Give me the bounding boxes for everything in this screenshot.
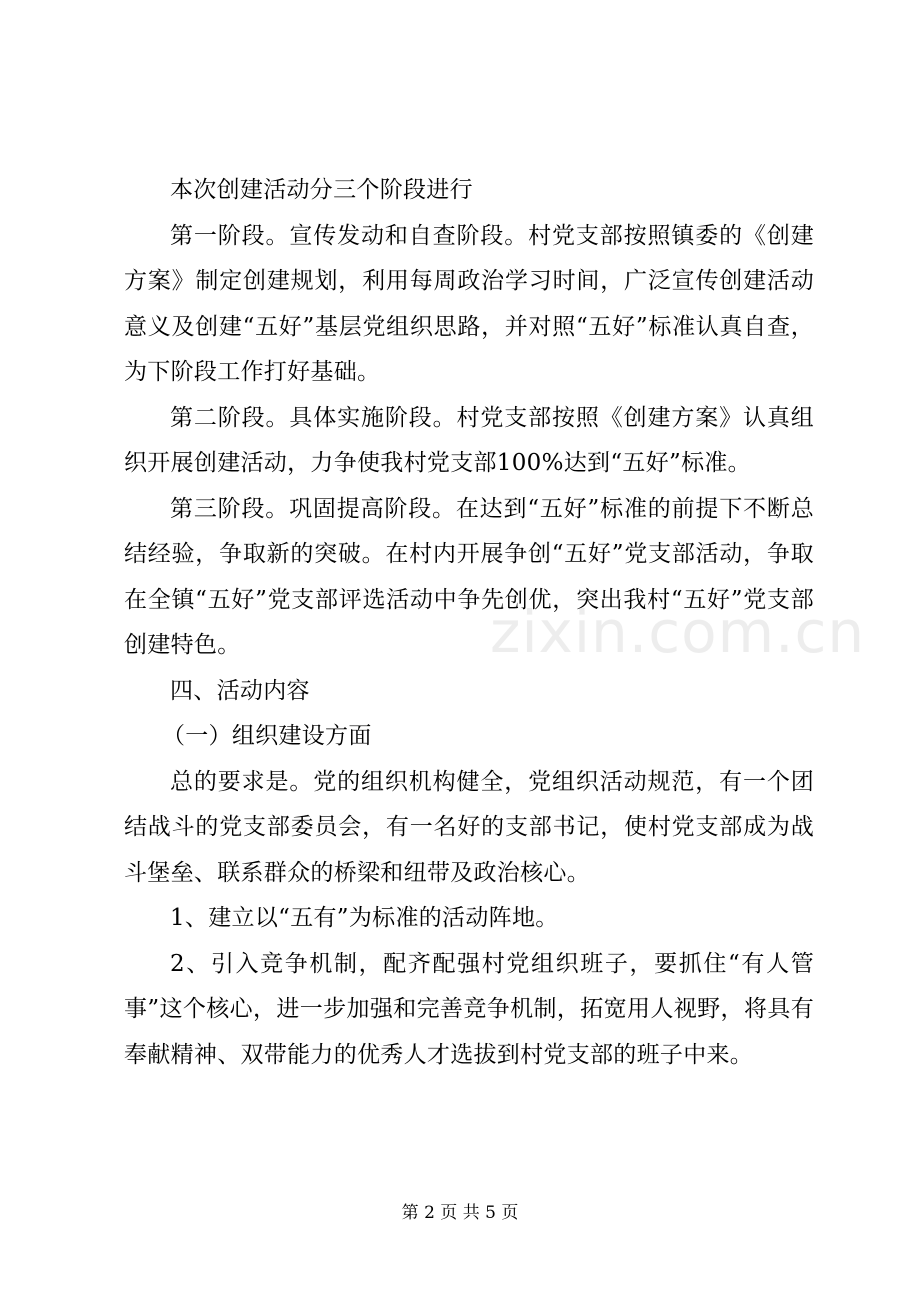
stage-three-paragraph: 第三阶段。巩固提高阶段。在达到“五好”标准的前提下不断总结经验，争取新的突破。在村内开展争创“五好”党支部活动，争取在全镇“五好”党支部评选活动中争先创优，突出我村“五好”党支部创建特色。: [124, 495, 814, 658]
general-requirement-paragraph: 总的要求是。党的组织机构健全，党组织活动规范，有一个团结战斗的党支部委员会，有一名好的支部书记，使村党支部成为战斗堡垒、联系群众的桥梁和纽带及政治核心。: [124, 768, 814, 886]
stage-intro-heading: 本次创建活动分三个阶段进行: [170, 177, 473, 203]
section-heading-activity-content: 四、活动内容: [170, 677, 310, 704]
watermark-logo: zixin.com.cn: [490, 598, 866, 666]
document-body: [124, 168, 814, 1078]
stage-two-paragraph: 第二阶段。具体实施阶段。村党支部按照《创建方案》认真组织开展创建活动，力争使我村党支部100%达到“五好”标准。: [124, 404, 814, 476]
stage-one-paragraph: 第一阶段。宣传发动和自查阶段。村党支部按照镇委的《创建方案》制定创建规划，利用每周政治学习时间，广泛宣传创建活动意义及创建“五好”基层党组织思路，并对照“五好”标准认真自查，为下阶段工作打好基础。: [124, 222, 814, 385]
page-number-footer: 第 2 页 共 5 页: [401, 1203, 519, 1223]
subsection-heading-organization: （一）组织建设方面: [161, 723, 372, 749]
list-item-2: 2、引入竞争机制，配齐配强村党组织班子，要抓住“有人管事”这个核心，进一步加强和完善竞争机制，拓宽用人视野，将具有奉献精神、双带能力的优秀人才选拔到村党支部的班子中来。: [124, 950, 814, 1068]
list-item-1: 1、建立以“五有”为标准的活动阵地。: [170, 905, 559, 931]
